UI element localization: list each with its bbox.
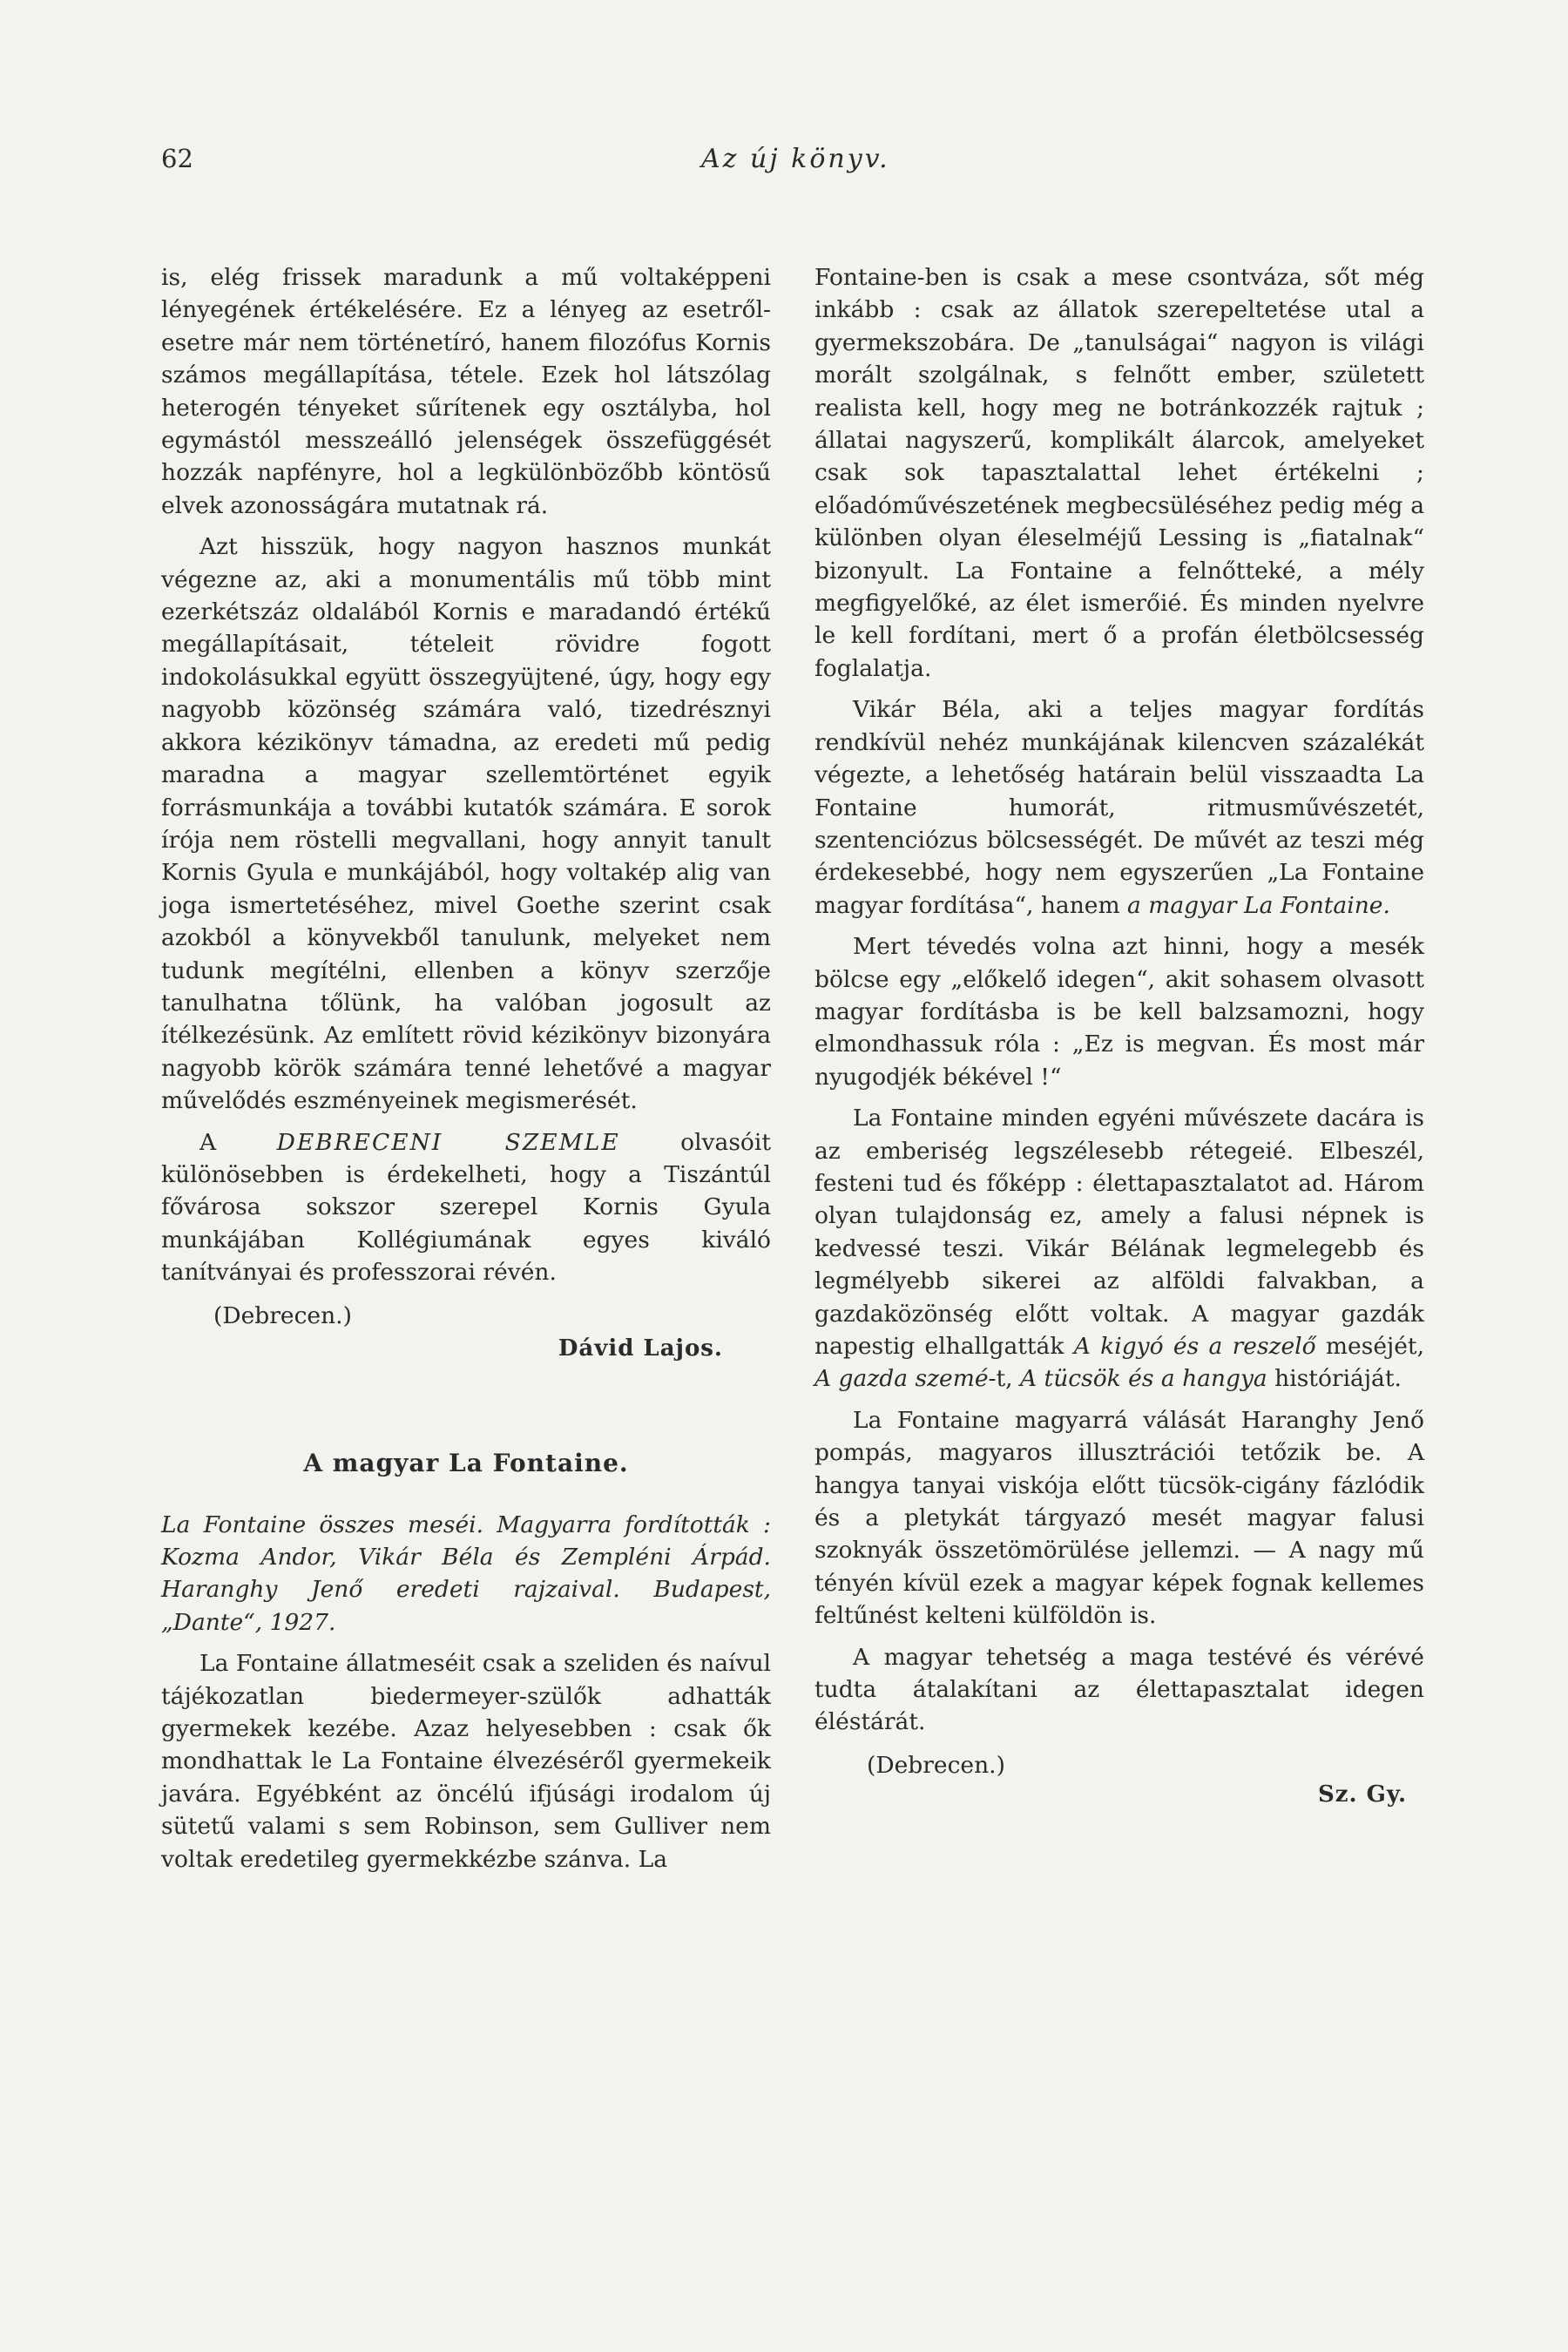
right-column (814, 261, 1424, 1808)
left-paragraph-3 (161, 1126, 771, 1289)
p3-rest: olvasóit különösebben is érdekelheti, hogy a Tiszántúl fővárosa sokszor szerepel Kornis Gyula munkájában Kollégiumának egyes kiváló tanítványai és professzorai révén. (161, 1128, 771, 1287)
page-number: 62 (161, 144, 193, 173)
p3-lead: A (199, 1128, 277, 1156)
p4-mid-2: -t, (988, 1365, 1020, 1393)
left-paragraph-2: Azt hisszük, hogy nagyon hasznos munkát végezne az, aki a monumentális mű több mint ezerkétszáz oldalából Kornis e maradandó értékű megállapításait, tételeit rövidre fogott indokolásukkal együtt összegyüjtené, úgy, hogy egy nagyobb közönség számára való, tizedrésznyi akkora kézikönyv támadna, az eredeti mű pedig maradna a magyar szellemtörténet egyik forrásmunkája a további kutatók számára. E sorok írója nem röstelli megvallani, hogy annyit tanult Kornis Gyula e munkájából, hogy voltakép alig van joga ismertetéséhez, mivel Goethe szerint csak azokból a könyvekből tanulunk, melyeket nem tudunk megítélni, ellenben a könyv szerzője tanulhatna tőlünk, ha valóban jogosult az ítélkezésünk. Az említett rövid kézikönyv bizonyára nagyobb körök számára tenné lehetővé a magyar művelődés eszményeinek megismerését. (161, 533, 771, 1115)
right-paragraph-3: Mert tévedés volna azt hinni, hogy a mesék bölcse egy „előkelő idegen“, akit sohasem olvasott magyar fordításba is be kell balzsamozni, hogy elmondhassuk róla : „Ez is megvan. És most már nyugodjék békével !“ (814, 933, 1424, 1091)
running-title: Az új könyv. (701, 144, 890, 174)
right-paragraph-6: A magyar tehetség a maga testévé és vérévé tudta átalakítani az élettapasztalat idegen éléstárát. (814, 1643, 1424, 1736)
review-signature-2: Sz. Gy. (1317, 1781, 1407, 1808)
p4-lead: La Fontaine minden egyéni művészete dacára is az emberiség legszélesebb rétegeié. Elbeszél, festeni tud és főképp : élettapasztalatot ad. Három olyan tulajdonság ez, amely a falusi népnek is kedvessé teszi. Vikár Bélának legmelegebb és legmélyebb sikerei az alföldi falvakban, a gazdaközönség előtt voltak. A magyar gazdák napestig elhallgatták (814, 1105, 1424, 1360)
fable-title-2: A gazda szemé (814, 1365, 989, 1393)
right-paragraph-1: Fontaine-ben is csak a mese csontváza, sőt még inkább : csak az állatok szerepeltetése utal a gyermekszobára. De „tanulságai“ nagyon is világi morált szolgálnak, s felnőtt ember, született realista kell, hogy meg ne botránkozzék rajtuk ; állatai nagyszerű, komplikált álarcok, amelyeket csak sok tapasztalattal lehet értékelni ; előadóművészetének megbecsüléséhez pedig még a különben olyan éleselméjű Lessing is „fiatalnak“ bizonyult. La Fontaine a felnőtteké, a mély megfigyelőké, az élet ismerőié. És minden nyelvre le kell fordítani, mert ő a profán életbölcsesség foglalatja. (814, 264, 1424, 682)
left-paragraph-1: is, elég frissek maradunk a mű voltaképpeni lényegének értékelésére. Ez a lényeg az esetről-esetre már nem történetíró, hanem filozófus Kornis számos megállapítása, tétele. Ezek hol látszólag heterogén tényeket sűrítenek egy osztályba, hol egymástól messzeálló jelenségek összefüggését hozzák napfényre, hol a legkülönbözőbb köntösű elvek azonosságára mutatnak rá. (161, 264, 771, 519)
p4-end: históriáját. (1267, 1365, 1402, 1393)
journal-name: DEBRECENI SZEMLE (276, 1128, 620, 1156)
left-column (161, 261, 771, 1884)
right-paragraph-4 (814, 1102, 1424, 1396)
page-header (161, 144, 1416, 187)
fable-title-3: A tücsök és a hangya (1019, 1365, 1267, 1393)
right-paragraph-5: La Fontaine magyarrá válását Haranghy Jenő pompás, magyaros illusztrációi tetőzik be. A hangya tanyai viskója előtt tücsök-cigány fázlódik és a pletykát tárgyazó mesét magyar falusi szoknyák összetömörülése jellemzi. — A nagy mű tényén kívül ezek a magyar képek fognak kellemes feltűnést kelteni külföldön is. (814, 1406, 1424, 1630)
review-place: (Debrecen.) (213, 1301, 352, 1329)
review-place-2: (Debrecen.) (867, 1751, 1005, 1779)
p2-lead: Vikár Béla, aki a teljes magyar fordítás rendkívül nehéz munkájának kilencven százalékát végezte, a lehetőség határain belül visszaadta La Fontaine humorát, ritmusművészetét, szentenciózus bölcsességét. De művét az teszi még érdekesebbé, hogy nem egyszerűen „La Fontaine magyar fordítása“, hanem (814, 696, 1424, 919)
fable-title-1: A kigyó és a reszelő (1073, 1333, 1316, 1360)
review-signature: Dávid Lajos. (558, 1335, 723, 1362)
book-citation: La Fontaine összes meséi. Magyarra fordították : Kozma Andor, Vikár Béla és Zempléni Árpád. Haranghy Jenő eredeti rajzaival. Budapest, „Dante“, 1927. (161, 1511, 771, 1636)
left-paragraph-4: La Fontaine állatmeséit csak a szeliden és naívul tájékozatlan biedermeyer-szülők adhatták gyermekek kezébe. Azaz helyesebben : csak ők mondhattak le La Fontaine élvezéséről gyermekeik javára. Egyébként az öncélú ifjúsági irodalom új sütetű valami s sem Robinson, sem Gulliver nem voltak eredetileg gyermekkézbe szánva. La (161, 1650, 771, 1873)
p2-emphasis: a magyar La Fontaine. (1127, 891, 1390, 919)
right-paragraph-2 (814, 693, 1424, 922)
section-title: A magyar La Fontaine. (303, 1448, 629, 1477)
p4-mid-1: meséjét, (1315, 1333, 1424, 1360)
